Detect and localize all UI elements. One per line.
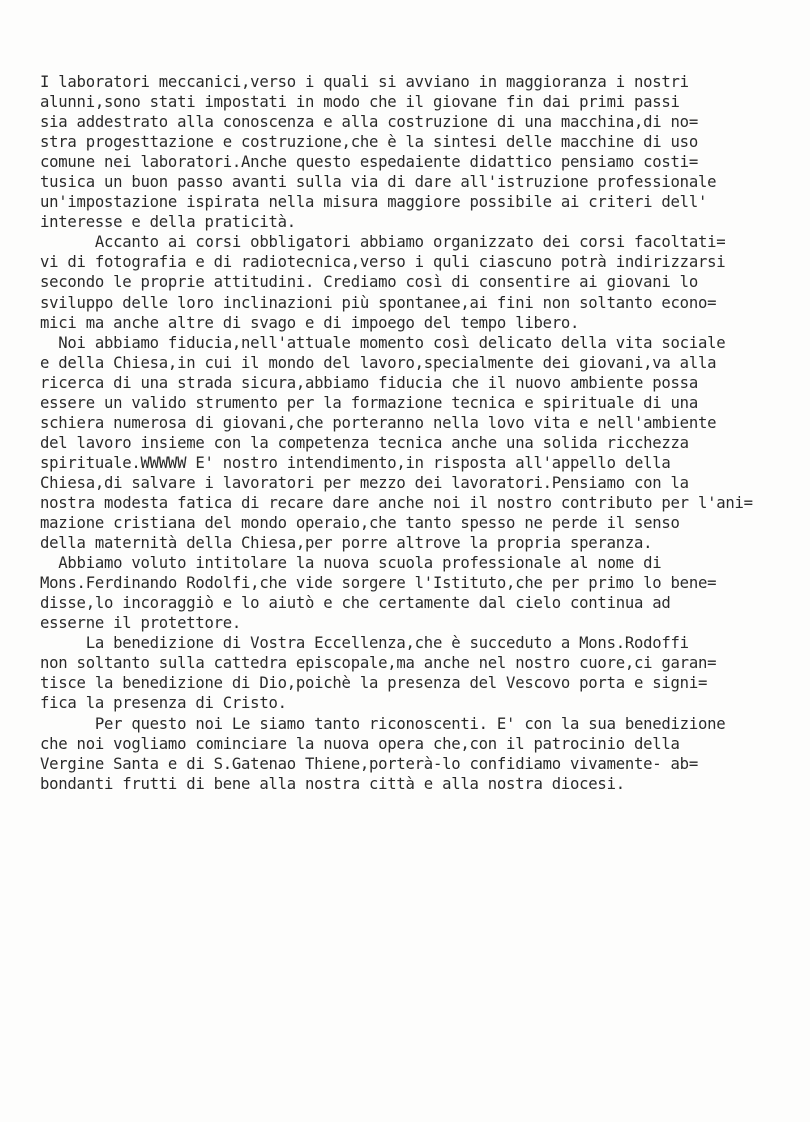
text-line: sviluppo delle loro inclinazioni più spontanee,ai fini non soltanto econo=: [40, 293, 717, 312]
text-line: Per questo noi Le siamo tanto riconoscenti. E' con la sua benedizione: [40, 714, 726, 733]
text-line: I laboratori meccanici,verso i quali si avviano in maggioranza i nostri: [40, 73, 689, 91]
text-line: schiera numerosa di giovani,che porteranno nella lovo vita e nell'ambiente: [40, 413, 717, 432]
text-line: che noi vogliamo cominciare la nuova opera che,con il patrocinio della: [40, 734, 680, 753]
text-line: e della Chiesa,in cui il mondo del lavoro,specialmente dei giovani,va alla: [40, 353, 717, 372]
text-line: alunni,sono stati impostati in modo che il giovane fin dai primi passi: [40, 93, 680, 112]
text-line: Abbiamo voluto intitolare la nuova scuola professionale al nome di: [40, 554, 662, 573]
text-line: essere un valido strumento per la formazione tecnica e spirituale di una: [40, 393, 698, 412]
text-line: tisce la benedizione di Dio,poichè la presenza del Vescovo porta e signi=: [40, 674, 708, 693]
text-line: sia addestrato alla conoscenza e alla costruzione di una macchina,di no=: [40, 113, 698, 132]
text-line: Chiesa,di salvare i lavoratori per mezzo dei lavoratori.Pensiamo con la: [40, 473, 689, 492]
text-line: non soltanto sulla cattedra episcopale,ma anche nel nostro cuore,ci garan=: [40, 654, 717, 673]
typewritten-text: [40, 72, 810, 794]
text-line: interesse e della praticità.: [40, 213, 296, 232]
text-line: tusica un buon passo avanti sulla via di dare all'istruzione professionale: [40, 173, 717, 192]
text-line: Mons.Ferdinando Rodolfi,che vide sorgere l'Istituto,che per primo lo bene=: [40, 574, 717, 593]
text-line: esserne il protettore.: [40, 614, 242, 633]
text-line: disse,lo incoraggiò e lo aiutò e che certamente dal cielo continua ad: [40, 594, 671, 613]
text-line: spirituale.WWWWW E' nostro intendimento,in risposta all'appello della: [40, 453, 671, 472]
text-line: Noi abbiamo fiducia,nell'attuale momento così delicato della vita sociale: [40, 333, 726, 352]
text-line: Accanto ai corsi obbligatori abbiamo organizzato dei corsi facoltati=: [40, 233, 726, 252]
text-line: del lavoro insieme con la competenza tecnica anche una solida ricchezza: [40, 433, 689, 452]
text-line: secondo le proprie attitudini. Crediamo così di consentire ai giovani lo: [40, 273, 698, 292]
text-line: mici ma anche altre di svago e di impoego del tempo libero.: [40, 313, 580, 332]
text-line: mazione cristiana del mondo operaio,che tanto spesso ne perde il senso: [40, 514, 680, 533]
text-line: stra progesttazione e costruzione,che è la sintesi delle macchine di uso: [40, 133, 698, 152]
text-line: fica la presenza di Cristo.: [40, 694, 287, 713]
text-line: un'impostazione ispirata nella misura maggiore possibile ai criteri dell': [40, 193, 708, 212]
text-line: nostra modesta fatica di recare dare anche noi il nostro contributo per l'ani=: [40, 493, 753, 512]
text-line: della maternità della Chiesa,per porre altrove la propria speranza.: [40, 534, 653, 553]
text-line: vi di fotografia e di radiotecnica,verso i quli ciascuno potrà indirizzarsi: [40, 253, 726, 272]
text-line: comune nei laboratori.Anche questo espedaiente didattico pensiamo costi=: [40, 153, 698, 172]
text-line: ricerca di una strada sicura,abbiamo fiducia che il nuovo ambiente possa: [40, 373, 698, 392]
text-line: bondanti frutti di bene alla nostra città e alla nostra diocesi.: [40, 774, 625, 793]
text-line: Vergine Santa e di S.Gatenao Thiene,porterà-lo confidiamo vivamente- ab=: [40, 754, 698, 773]
text-line: La benedizione di Vostra Eccellenza,che è succeduto a Mons.Rodoffi: [40, 634, 689, 653]
